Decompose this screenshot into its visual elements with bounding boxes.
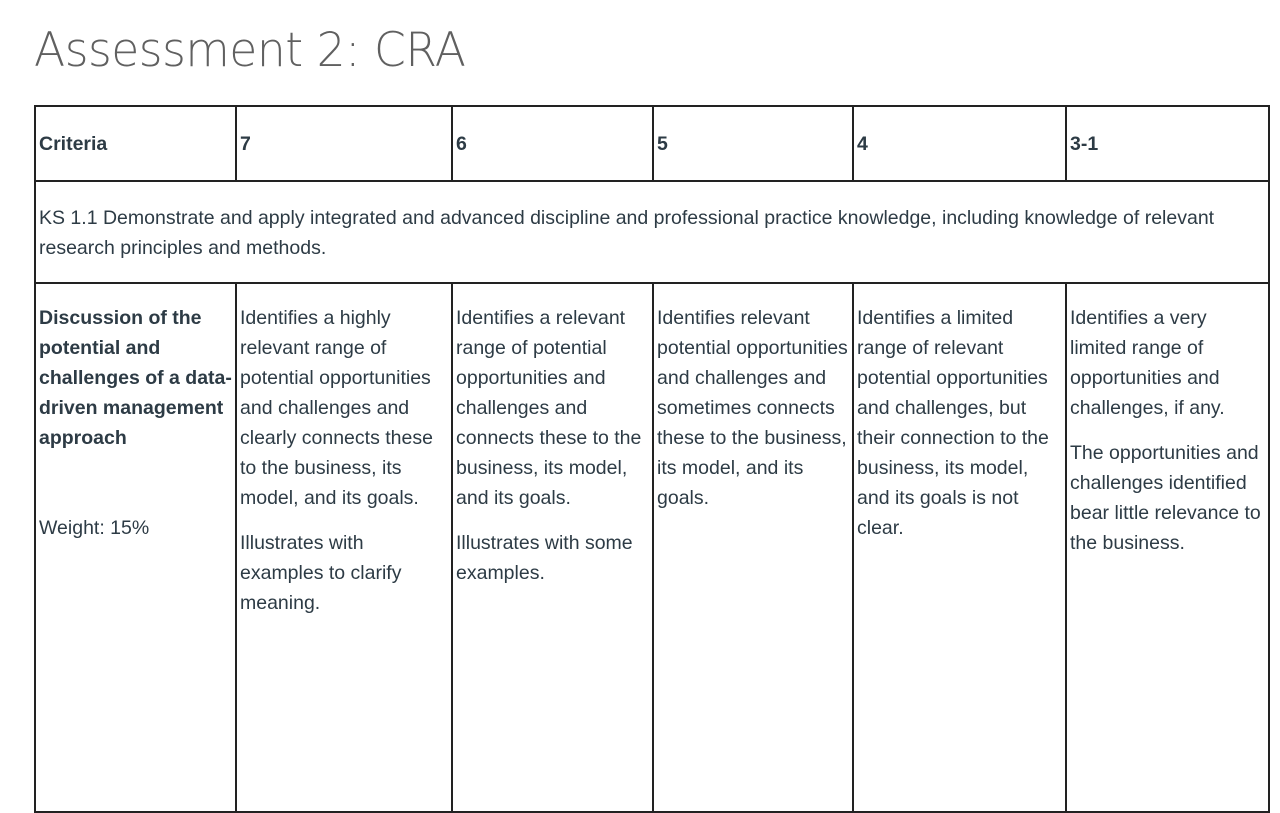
header-score-7: 7 — [236, 106, 452, 181]
header-score-3-1: 3-1 — [1066, 106, 1269, 181]
header-criteria: Criteria — [35, 106, 236, 181]
rubric-table — [34, 105, 1270, 813]
standard-cell — [35, 181, 1269, 283]
level-5-description: Identifies relevant potential opportunities and challenges and sometimes connects these to the business, its model, and its goals. — [657, 307, 848, 509]
level-6-description: Identifies a relevant range of potential opportunities and challenges and connects these to the business, its model, and its goals. — [456, 307, 642, 509]
standard-row — [35, 181, 1269, 283]
criterion-title: Discussion of the potential and challenges of a data-driven management approach — [39, 307, 232, 449]
criterion-cell — [35, 283, 236, 812]
standard-text: KS 1.1 Demonstrate and apply integrated and advanced discipline and professional practice knowledge, including knowledge of relevant research principles and methods. — [39, 207, 1215, 259]
page-title: Assessment 2: CRA — [34, 23, 466, 78]
level-3-1-cell — [1066, 283, 1269, 812]
header-row — [35, 106, 1269, 181]
level-3-1-relevance: The opportunities and challenges identified bear little relevance to the business. — [1070, 442, 1261, 554]
level-7-examples: Illustrates with examples to clarify meaning. — [240, 532, 402, 614]
level-4-cell — [853, 283, 1066, 812]
criterion-row — [35, 283, 1269, 812]
header-score-4: 4 — [853, 106, 1066, 181]
level-6-examples: Illustrates with some examples. — [456, 532, 633, 584]
level-7-description: Identifies a highly relevant range of potential opportunities and challenges and clearly connects these to the business, its model, and its goals. — [240, 307, 433, 509]
level-6-cell — [452, 283, 653, 812]
header-score-5: 5 — [653, 106, 853, 181]
level-3-1-description: Identifies a very limited range of opportunities and challenges, if any. — [1070, 307, 1225, 419]
level-5-cell — [653, 283, 853, 812]
criterion-weight: Weight: 15% — [39, 517, 150, 539]
level-7-cell — [236, 283, 452, 812]
level-4-description: Identifies a limited range of relevant potential opportunities and challenges, but their connection to the business, its model, and its goals is not clear. — [857, 307, 1049, 539]
header-score-6: 6 — [452, 106, 653, 181]
